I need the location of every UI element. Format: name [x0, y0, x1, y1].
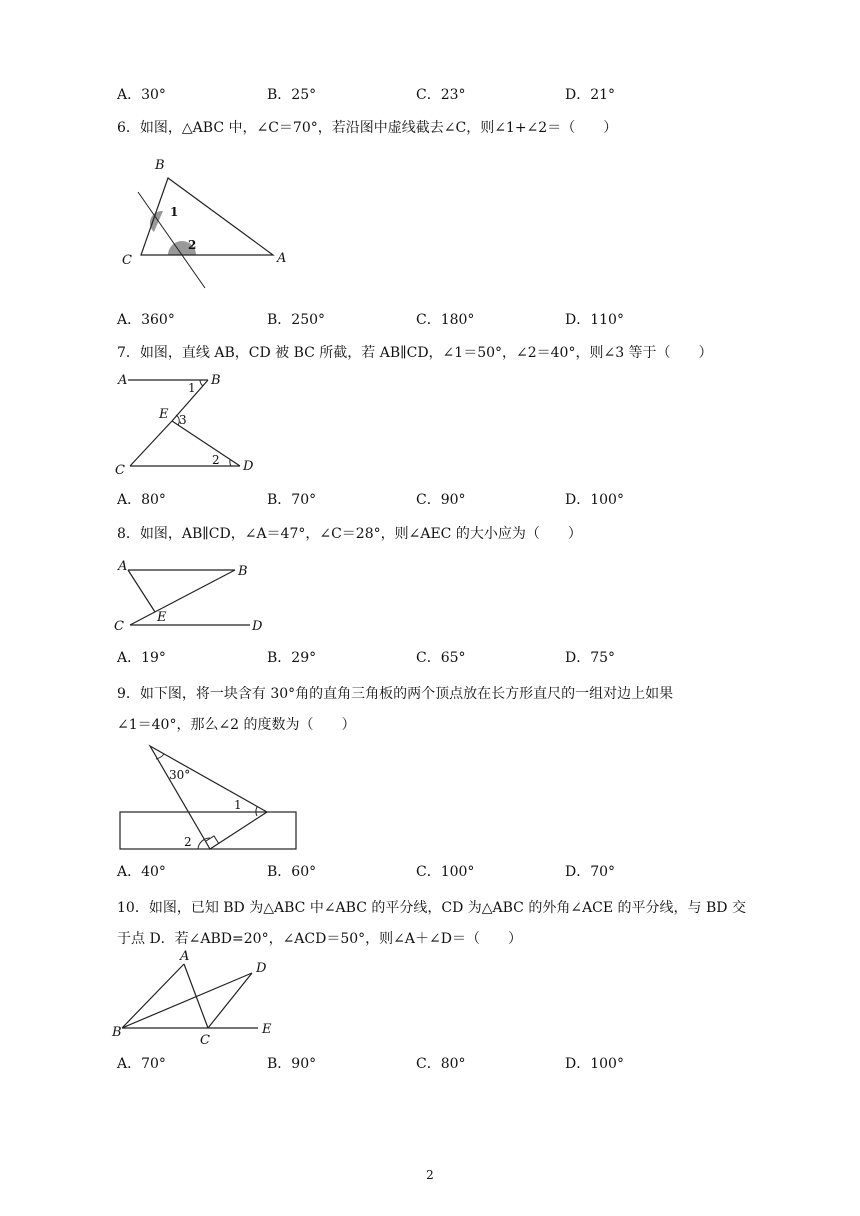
q7-label-2: 2: [212, 453, 220, 467]
q6-label-c: C: [122, 253, 132, 268]
q10-label-a: A: [180, 949, 190, 964]
q7-figure: [110, 370, 270, 480]
q5-option-c: C．23°: [416, 87, 466, 103]
q6-stem: 6．如图，△ABC 中，∠C＝70°，若沿图中虚线截去∠C，则∠1+∠2＝（ ）: [117, 120, 618, 136]
q7-label-b: B: [211, 373, 221, 388]
q7-label-c: C: [115, 463, 125, 478]
q10-stem-line1: 10．如图，已知 BD 为△ABC 中∠ABC 的平分线，CD 为△ABC 的外角∠ACE 的平分线，与 BD 交: [117, 900, 746, 916]
q7-option-d: D．100°: [565, 492, 624, 508]
q10-label-e: E: [262, 1022, 272, 1037]
q5-option-a: A．30°: [117, 87, 166, 103]
q10-label-b: B: [112, 1025, 122, 1040]
q10-segment-ac: [184, 964, 208, 1028]
q6-angle1-mark: [150, 211, 163, 232]
q6-label-b: B: [155, 158, 165, 173]
q8-option-c: C．65°: [416, 650, 466, 666]
q10-label-c: C: [200, 1033, 210, 1048]
page-number: 2: [426, 1168, 434, 1182]
q9-options: [117, 863, 717, 881]
q7-stem: 7．如图，直线 AB，CD 被 BC 所截，若 AB∥CD，∠1＝50°，∠2＝40°，则∠3 等于（ ）: [117, 345, 713, 361]
q7-segment-ec: [130, 421, 172, 466]
q8-segment-ae: [128, 570, 155, 612]
q8-label-c: C: [114, 619, 124, 634]
q10-options: [117, 1055, 717, 1073]
q6-option-b: B．250°: [267, 312, 326, 328]
q9-stem-line1: 9．如下图，将一块含有 30°角的直角三角板的两个顶点放在长方形直尺的一组对边上如果: [117, 686, 674, 702]
q8-label-d: D: [252, 619, 263, 634]
q6-figure: [110, 152, 310, 297]
q6-label-a: A: [277, 251, 287, 266]
q7-options: [117, 491, 717, 509]
q9-option-a: A．40°: [117, 864, 166, 880]
q6-options: [117, 311, 717, 329]
q7-label-e: E: [159, 407, 169, 422]
q8-stem: 8．如图，AB∥CD，∠A＝47°，∠C＝28°，则∠AEC 的大小应为（ ）: [117, 526, 582, 542]
q10-segment-cd: [208, 973, 252, 1028]
q6-label-2: 2: [188, 238, 197, 252]
q7-option-a: A．80°: [117, 492, 166, 508]
q6-label-1: 1: [170, 205, 179, 219]
q7-label-a: A: [118, 373, 128, 388]
q8-figure: [110, 555, 270, 637]
q10-figure: [108, 948, 288, 1050]
q8-label-a: A: [118, 559, 128, 574]
q10-option-a: A．70°: [117, 1056, 166, 1072]
q9-figure: [112, 740, 307, 855]
q8-option-d: D．75°: [565, 650, 616, 666]
q9-option-c: C．100°: [416, 864, 475, 880]
q7-angle2-arc: [230, 460, 231, 466]
q6-triangle: [141, 178, 273, 255]
q7-segment-ed: [172, 421, 240, 466]
q9-label-1: 1: [234, 798, 242, 812]
q9-angle30-arc: [156, 754, 164, 759]
q6-option-c: C．180°: [416, 312, 475, 328]
q10-label-d: D: [256, 961, 267, 976]
q8-label-e: E: [157, 610, 167, 625]
q10-stem-line2: 于点 D．若∠ABD=20°，∠ACD＝50°，则∠A＋∠D＝（ ）: [117, 931, 522, 947]
q9-label-30: 30°: [169, 768, 191, 782]
q9-triangle: [150, 746, 267, 849]
q9-right-angle-mark: [206, 836, 219, 844]
q7-label-3: 3: [179, 413, 187, 427]
q10-segment-bd: [122, 973, 252, 1028]
q6-option-d: D．110°: [565, 312, 624, 328]
q10-segment-ab: [122, 964, 184, 1028]
q7-label-d: D: [243, 459, 254, 474]
q10-option-c: C．80°: [416, 1056, 466, 1072]
q8-option-b: B．29°: [267, 650, 317, 666]
q9-stem-line2: ∠1＝40°，那么∠2 的度数为（ ）: [117, 717, 356, 733]
q7-label-1: 1: [188, 381, 196, 395]
q5-option-d: D．21°: [565, 87, 616, 103]
q5-options: [117, 86, 717, 104]
q6-option-a: A．360°: [117, 312, 175, 328]
q7-angle1-arc: [200, 380, 203, 386]
q9-ruler: [120, 812, 296, 849]
q8-label-b: B: [238, 564, 248, 579]
q8-options: [117, 649, 717, 667]
q9-label-2: 2: [184, 835, 192, 849]
q5-option-b: B．25°: [267, 87, 317, 103]
q8-option-a: A．19°: [117, 650, 166, 666]
q10-option-b: B．90°: [267, 1056, 317, 1072]
q9-option-d: D．70°: [565, 864, 616, 880]
q7-option-c: C．90°: [416, 492, 466, 508]
q7-option-b: B．70°: [267, 492, 317, 508]
q9-option-b: B．60°: [267, 864, 317, 880]
q10-option-d: D．100°: [565, 1056, 624, 1072]
